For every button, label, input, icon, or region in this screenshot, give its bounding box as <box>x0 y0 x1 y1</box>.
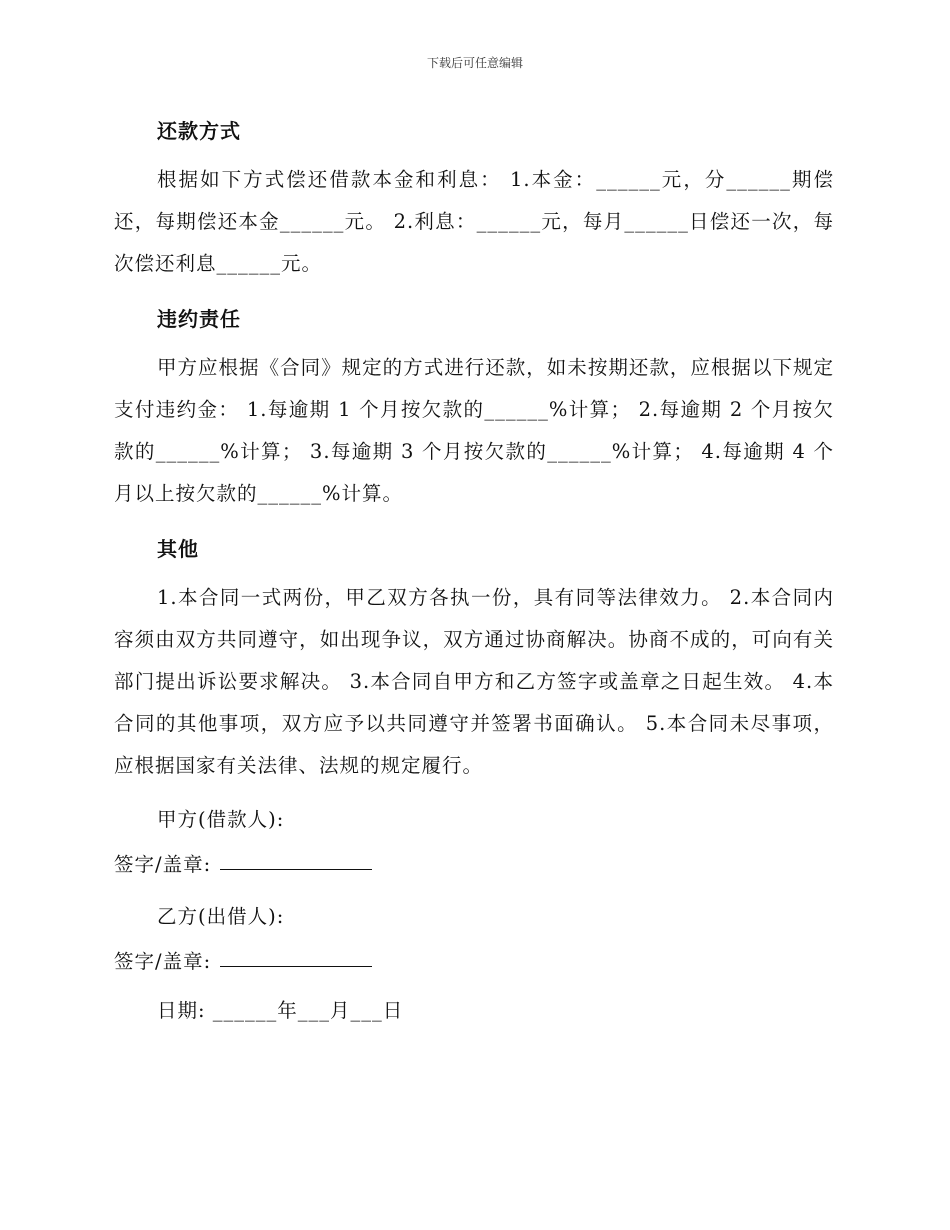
header-note: 下载后可任意编辑 <box>426 56 523 70</box>
section-body-liability: 甲方应根据《合同》规定的方式进行还款，如未按期还款，应根据以下规定支付违约金： 1.每逾期 1 个月按欠款的______%计算； 2.每逾期 2 个月按欠款的______%计算； 3.每逾期 3 个月按欠款的______%计算； 4.每逾期 4 个月以上按欠款的______%计算。 <box>114 356 834 505</box>
section-body-other: 1.本合同一式两份，甲乙双方各执一份，具有同等法律效力。 2.本合同内容须由双方共同遵守，如出现争议，双方通过协商解决。协商不成的，可向有关部门提出诉讼要求解决。 3.本合同自甲方和乙方签字或盖章之日起生效。 4.本合同的其他事项，双方应予以共同遵守并签署书面确认。 5.本合同未尽事项，应根据国家有关法律、法规的规定履行。 <box>114 586 834 777</box>
party-b-sign-label: 签字/盖章: <box>114 950 212 973</box>
date-line: 日期: ______年___月___日 <box>157 999 404 1022</box>
party-b-label: 乙方(出借人): <box>157 905 285 928</box>
section-heading-liability: 违约责任 <box>157 307 241 331</box>
section-heading-other: 其他 <box>157 537 199 561</box>
section-heading-repayment: 还款方式 <box>157 119 241 143</box>
party-a-sign-line <box>220 869 372 870</box>
party-b-sign-line <box>220 966 372 967</box>
section-body-repayment: 根据如下方式偿还借款本金和利息： 1.本金：______元，分______期偿还，每期偿还本金______元。 2.利息：______元，每月______日偿还一次，每次偿还利息______元。 <box>114 168 834 275</box>
party-a-sign-label: 签字/盖章: <box>114 853 212 876</box>
party-a-label: 甲方(借款人): <box>157 808 285 831</box>
